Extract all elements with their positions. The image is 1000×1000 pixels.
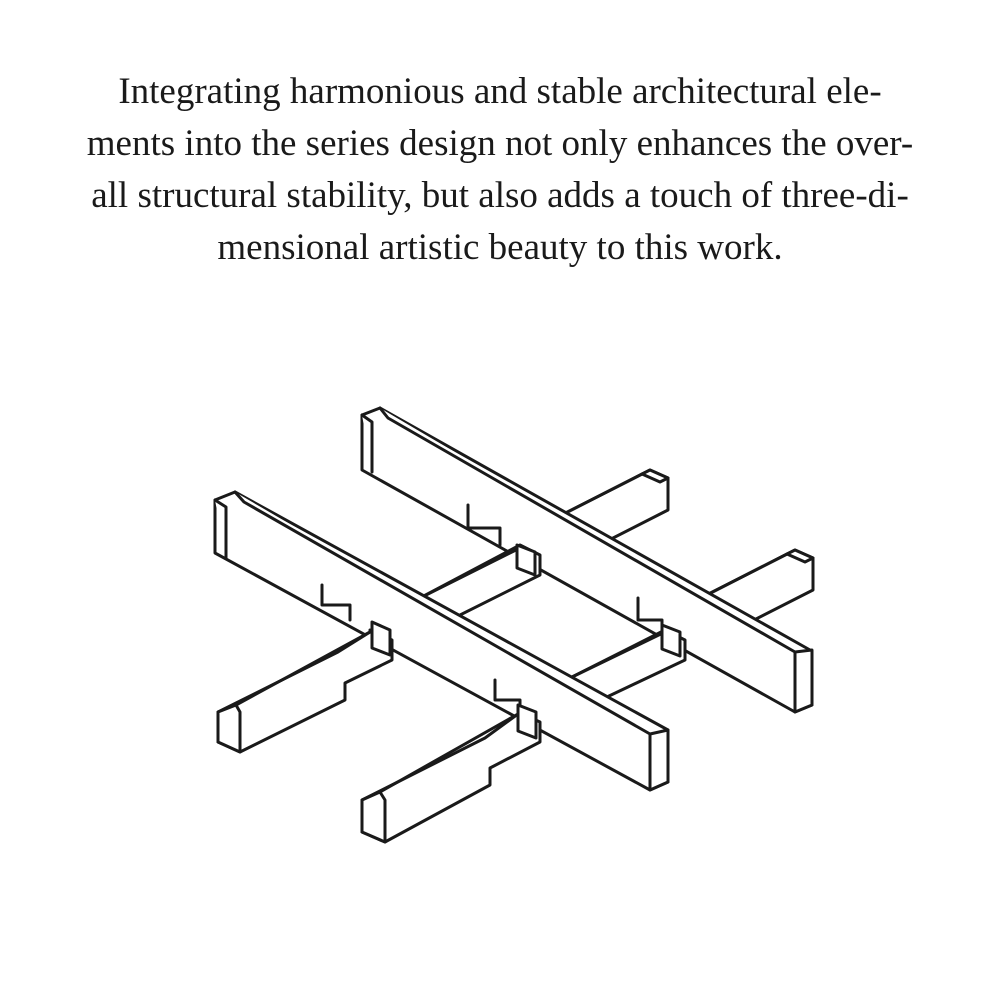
joint-block-3 bbox=[662, 625, 680, 656]
caption-line-2: ments into the series design not only enhances the over- bbox=[86, 123, 914, 164]
caption-line-3: all structural stability, but also adds a touch of three-di- bbox=[91, 175, 909, 216]
joint-block-2 bbox=[517, 545, 535, 575]
cross-beam-front-left bbox=[218, 630, 392, 752]
joint-block-4 bbox=[518, 705, 536, 738]
caption-line-4: mensional artistic beauty to this work. bbox=[217, 227, 783, 268]
cross-beam-front-right bbox=[362, 712, 540, 842]
caption-line-1: Integrating harmonious and stable architectural ele- bbox=[118, 71, 882, 112]
